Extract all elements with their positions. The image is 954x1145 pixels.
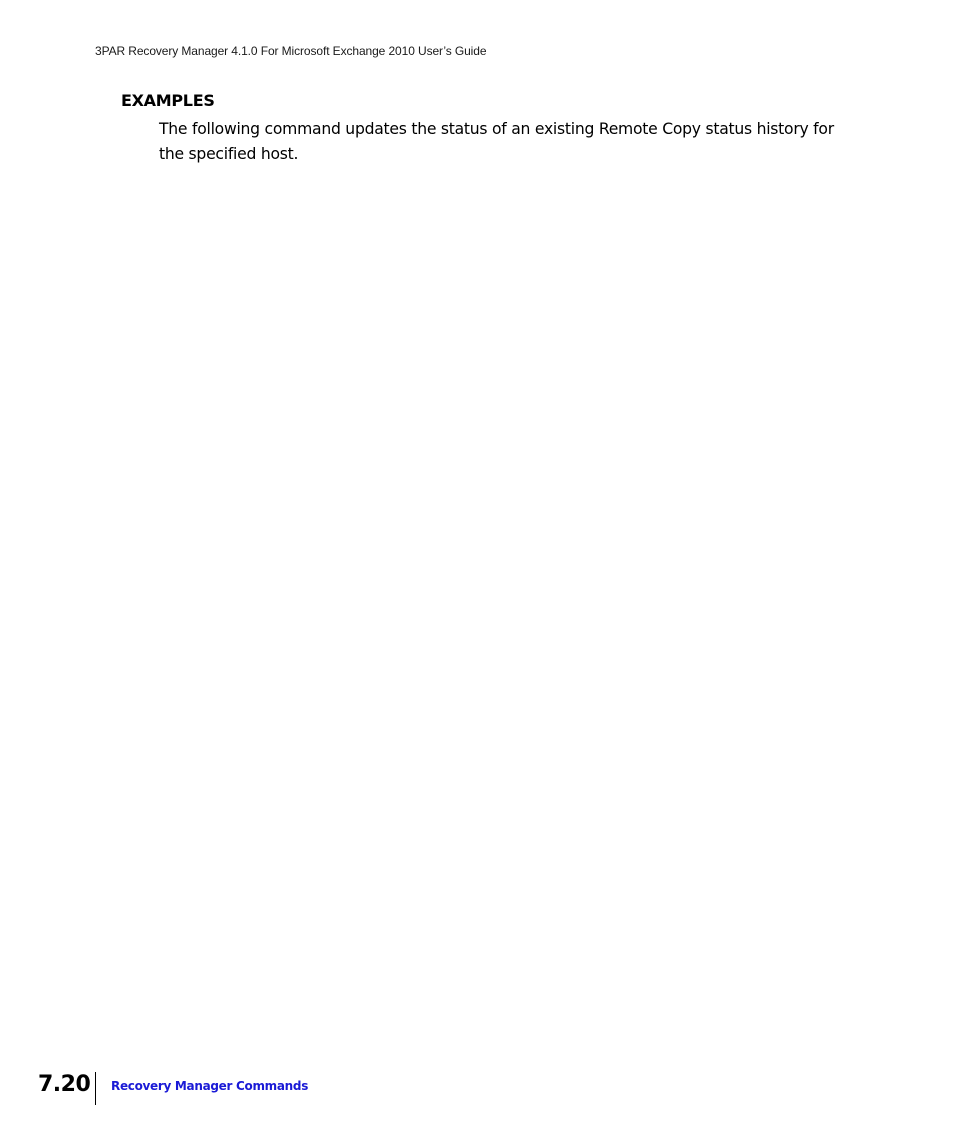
body-paragraph: The following command updates the status of an existing Remote Copy status history for the specified host. <box>159 120 834 163</box>
running-header: 3PAR Recovery Manager 4.1.0 For Microsoft Exchange 2010 User’s Guide <box>95 44 487 58</box>
page-number: 7.20 <box>38 1072 91 1097</box>
section-heading: EXAMPLES <box>121 91 215 110</box>
footer-divider <box>95 1072 96 1105</box>
footer-chapter-title: Recovery Manager Commands <box>111 1079 309 1093</box>
